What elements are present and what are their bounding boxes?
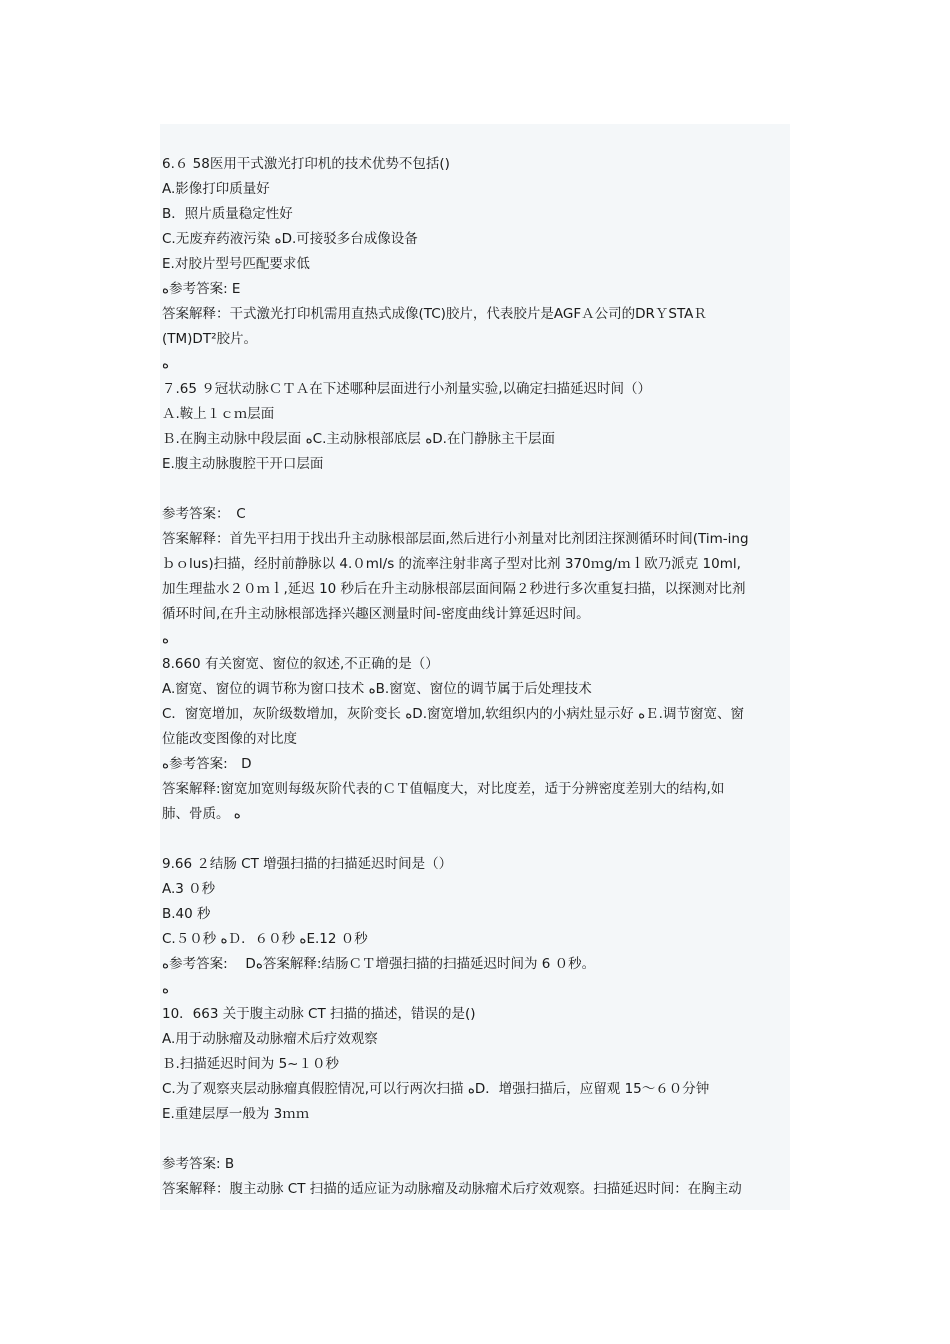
text-line: ﻩ参考答案: Dﻩ答案解释:结肠ＣＴ增强扫描的扫描延迟时间为 6 ０秒。 (162, 956, 596, 972)
text-line: E.腹主动脉腹腔干开口层面 (162, 456, 324, 472)
text-line: A.影像打印质量好 (162, 181, 270, 197)
text-line: B．照片质量稳定性好 (162, 206, 293, 222)
text-line: ﻩ (162, 981, 170, 997)
text-line: C.５０秒 ﻩＤ．６０秒 ﻩE.12 ０秒 (162, 931, 368, 947)
text-line: A.用于动脉瘤及动脉瘤术后疗效观察 (162, 1031, 378, 1047)
text-line: B.40 秒 (162, 906, 211, 922)
text-line: 加生理盐水２０ｍｌ,延迟 10 秒后在升主动脉根部层面间隔２秒进行多次重复扫描，以探测对比剂 (162, 581, 746, 597)
text-line: ﻩ (162, 356, 170, 372)
text-line: 参考答案： C (162, 506, 246, 522)
text-line: 答案解释：首先平扫用于找出升主动脉根部层面,然后进行小剂量对比剂团注探测循环时间(Tim-ing (162, 531, 749, 547)
text-line (162, 477, 788, 502)
text-line: ﻩ参考答案: E (162, 281, 241, 297)
text-line: ｂｏlus)扫描，经肘前静脉以 4.０ml/s 的流率注射非离子型对比剂 370ｍg/ｍｌ欧乃派克 10ml, (162, 556, 741, 572)
text-line: Ｂ.在胸主动脉中段层面 ﻩC.主动脉根部底层 ﻩD.在门静脉主干层面 (162, 431, 555, 447)
text-line: 位能改变图像的对比度 (162, 731, 297, 747)
text-line: 9.66 ２结肠 CT 增强扫描的扫描延迟时间是（） (162, 856, 453, 872)
text-line: 答案解释：腹主动脉 CT 扫描的适应证为动脉瘤及动脉瘤术后疗效观察。扫描延迟时间：在胸主动 (162, 1181, 742, 1197)
text-line: 答案解释:窗宽加宽则每级灰阶代表的ＣＴ值幅度大，对比度差，适于分辨密度差别大的结构,如 (162, 781, 725, 797)
text-line: ﻩ (162, 631, 170, 647)
text-line: C.为了观察夹层动脉瘤真假腔情况,可以行两次扫描 ﻩD．增强扫描后，应留观 15～６０分钟 (162, 1081, 710, 1097)
text-line: 答案解释：干式激光打印机需用直热式成像(TC)胶片，代表胶片是AGFＡ公司的DRＹSTAＲ (162, 306, 707, 322)
text-line: ７.65 ９冠状动脉ＣＴＡ在下述哪种层面进行小剂量实验,以确定扫描延迟时间（） (162, 381, 652, 397)
text-line: Ａ.鞍上１ｃｍ层面 (162, 406, 275, 422)
text-line: 6.６ 58医用干式激光打印机的技术优势不包括() (162, 156, 450, 172)
text-line (162, 1127, 788, 1152)
text-line: 参考答案: B (162, 1156, 235, 1172)
text-line: C.无废弃药液污染 ﻩD.可接驳多台成像设备 (162, 231, 418, 247)
text-line: 10．663 关于腹主动脉 CT 扫描的描述，错误的是() (162, 1006, 476, 1022)
text-line: (TM)DT²胶片。 (162, 331, 257, 347)
text-lines (162, 152, 788, 1202)
text-line: C．窗宽增加，灰阶级数增加，灰阶变长 ﻩD.窗宽增加,软组织内的小病灶显示好 ﻩＥ.调节窗宽、窗 (162, 706, 744, 722)
document-content (160, 124, 790, 1210)
text-line: ﻩ参考答案: D (162, 756, 252, 772)
text-line: 循环时间,在升主动脉根部选择兴趣区测量时间-密度曲线计算延迟时间。 (162, 606, 590, 622)
text-line: A.窗宽、窗位的调节称为窗口技术 ﻩB.窗宽、窗位的调节属于后处理技术 (162, 681, 592, 697)
text-line: E.重建层厚一般为 3ｍｍ (162, 1106, 310, 1122)
text-line: A.3 ０秒 (162, 881, 216, 897)
text-line: 肺、骨质。 ﻩ (162, 806, 241, 822)
text-line: Ｂ.扫描延迟时间为 5~１０秒 (162, 1056, 339, 1072)
text-line: 8.660 有关窗宽、窗位的叙述,不正确的是（） (162, 656, 439, 672)
text-line (162, 827, 788, 852)
text-line: E.对胶片型号匹配要求低 (162, 256, 310, 272)
